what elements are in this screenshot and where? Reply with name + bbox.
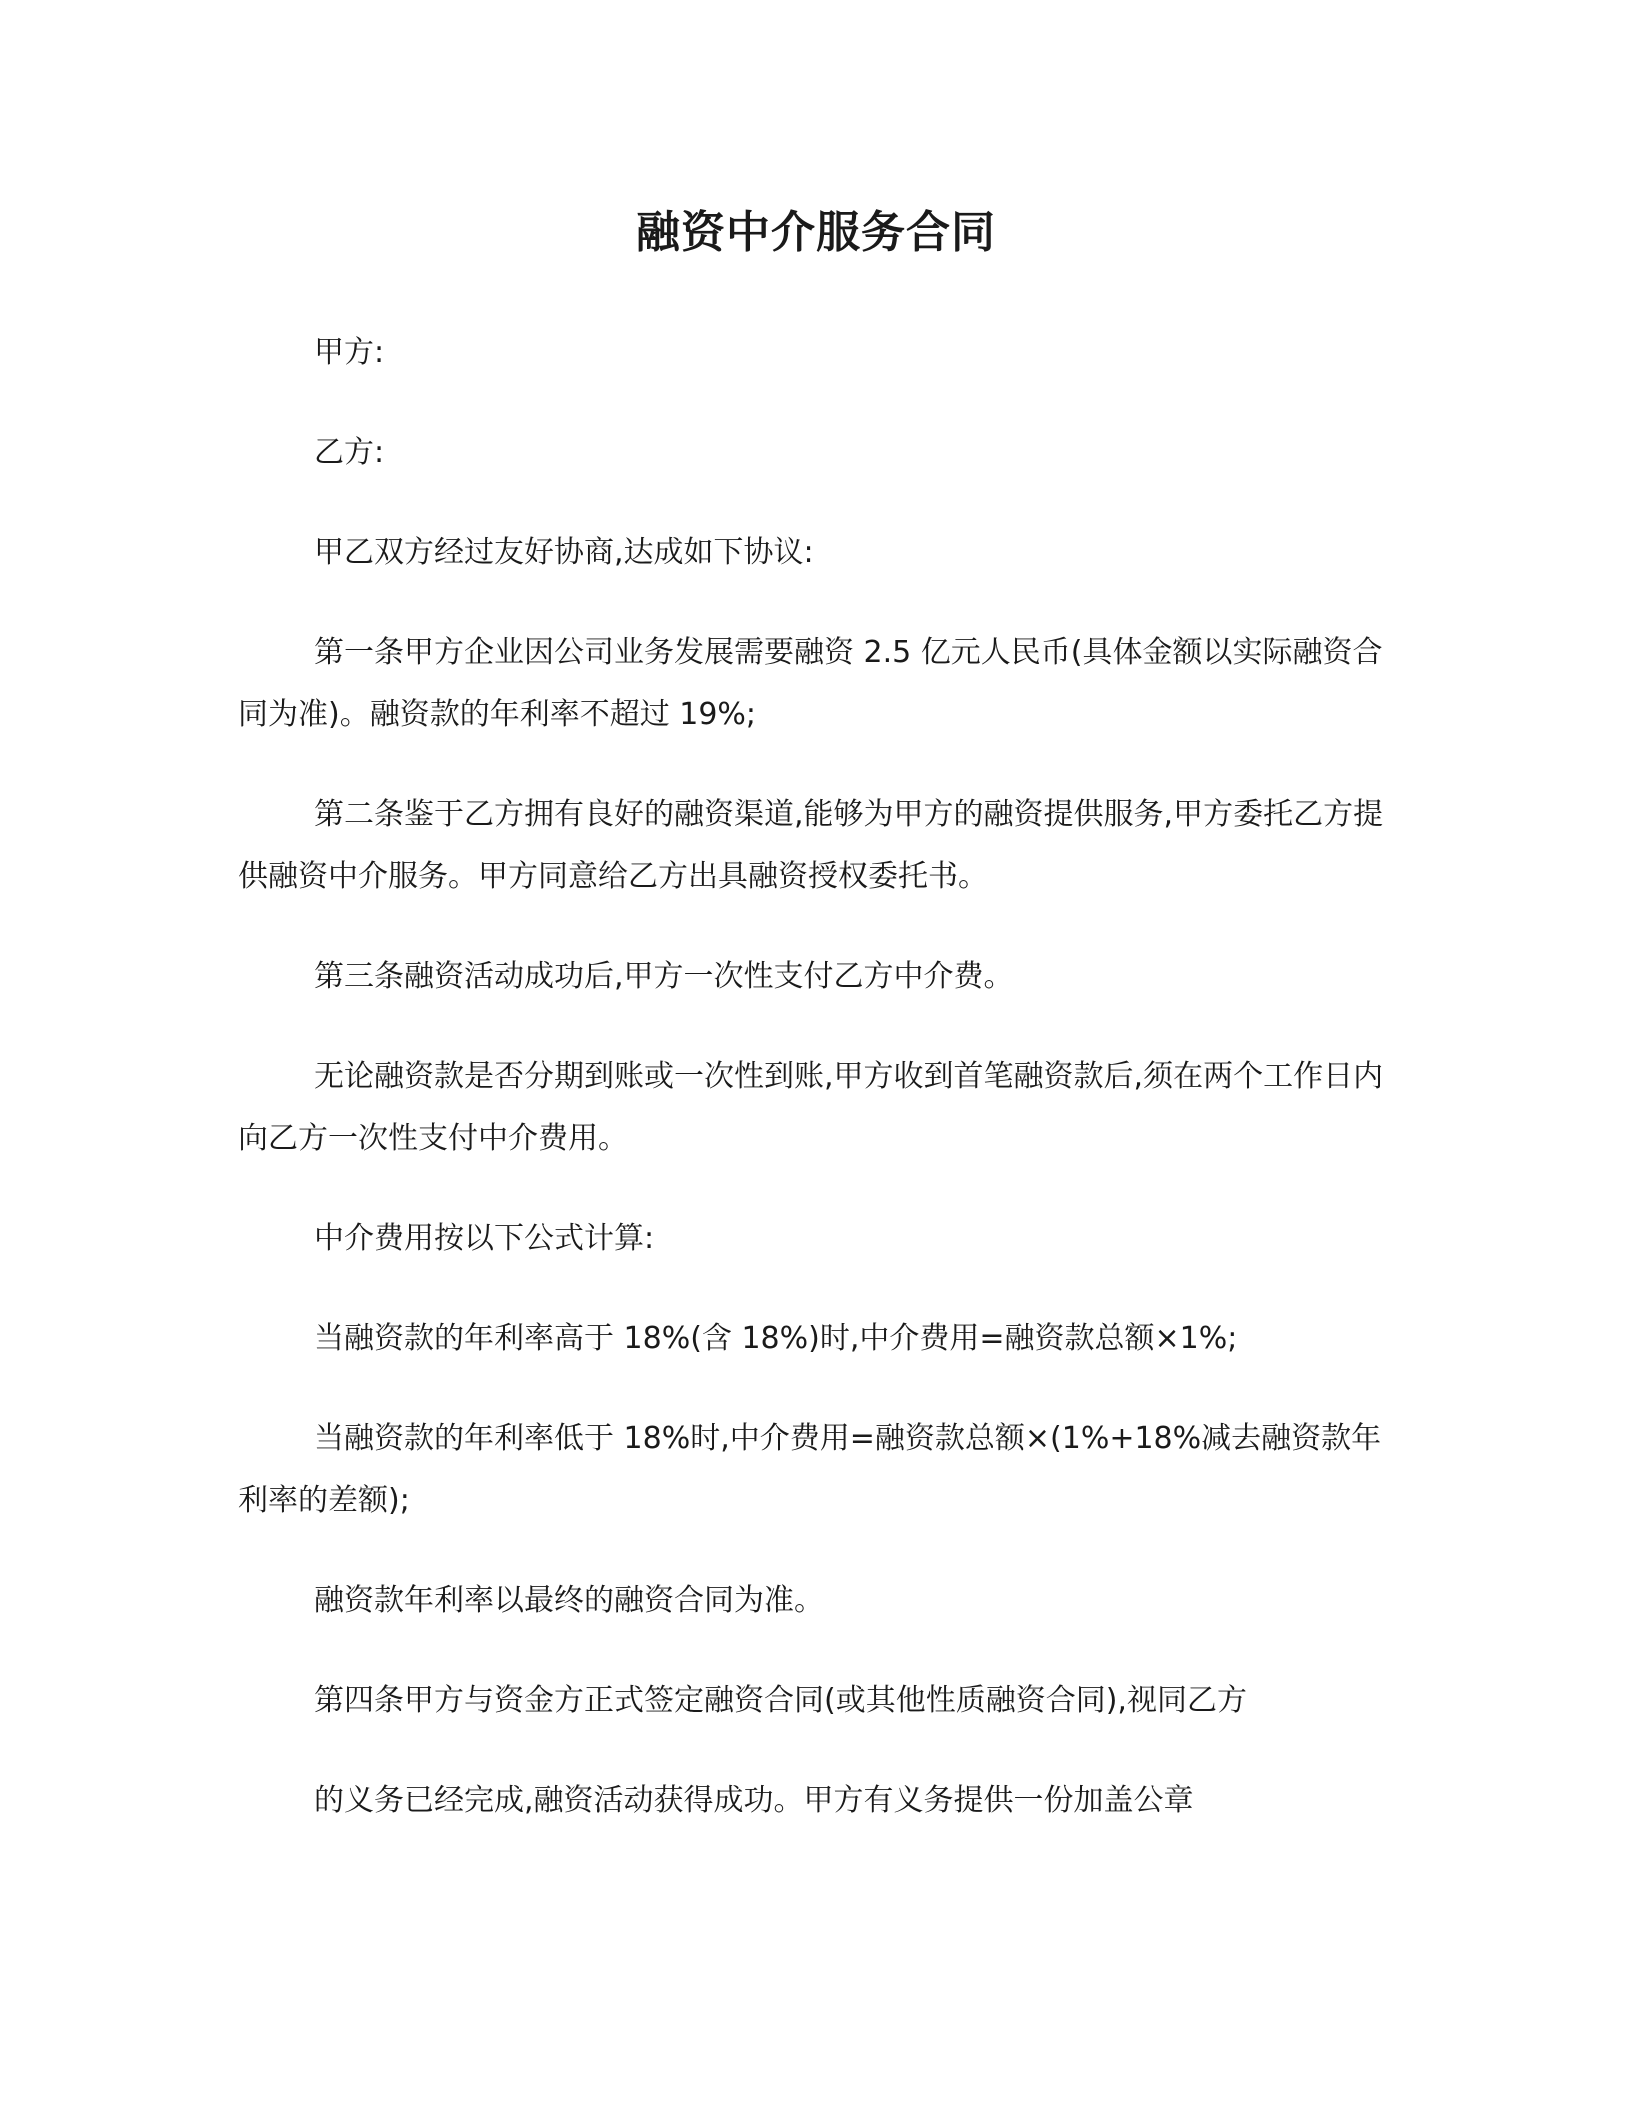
article-1: 第一条甲方企业因公司业务发展需要融资 2.5 亿元人民币(具体金额以实际融资合同为准)。融资款的年利率不超过 19%; xyxy=(238,635,1383,732)
agreement-intro: 甲乙双方经过友好协商,达成如下协议: xyxy=(314,535,814,570)
article-4-line-1: 第四条甲方与资金方正式签定融资合同(或其他性质融资合同),视同乙方 xyxy=(314,1683,1247,1718)
payment-timing-paragraph: 无论融资款是否分期到账或一次性到账,甲方收到首笔融资款后,须在两个工作日内向乙方一次性支付中介费用。 xyxy=(238,1059,1384,1156)
fee-formula-high-rate: 当融资款的年利率高于 18%(含 18%)时,中介费用=融资款总额×1%; xyxy=(314,1321,1238,1356)
article-2: 第二条鉴于乙方拥有良好的融资渠道,能够为甲方的融资提供服务,甲方委托乙方提供融资中介服务。甲方同意给乙方出具融资授权委托书。 xyxy=(238,797,1384,894)
article-3: 第三条融资活动成功后,甲方一次性支付乙方中介费。 xyxy=(314,959,1014,994)
party-b-line: 乙方: xyxy=(314,435,385,470)
document-body xyxy=(238,322,1388,1870)
fee-formula-low-rate: 当融资款的年利率低于 18%时,中介费用=融资款总额×(1%+18%减去融资款年利率的差额); xyxy=(238,1421,1382,1518)
fee-formula-intro: 中介费用按以下公式计算: xyxy=(314,1221,655,1256)
document-title: 融资中介服务合同 xyxy=(636,207,996,258)
rate-basis-paragraph: 融资款年利率以最终的融资合同为准。 xyxy=(314,1583,824,1618)
party-a-line: 甲方: xyxy=(314,335,385,370)
article-4-line-2: 的义务已经完成,融资活动获得成功。甲方有义务提供一份加盖公章 xyxy=(314,1783,1194,1818)
